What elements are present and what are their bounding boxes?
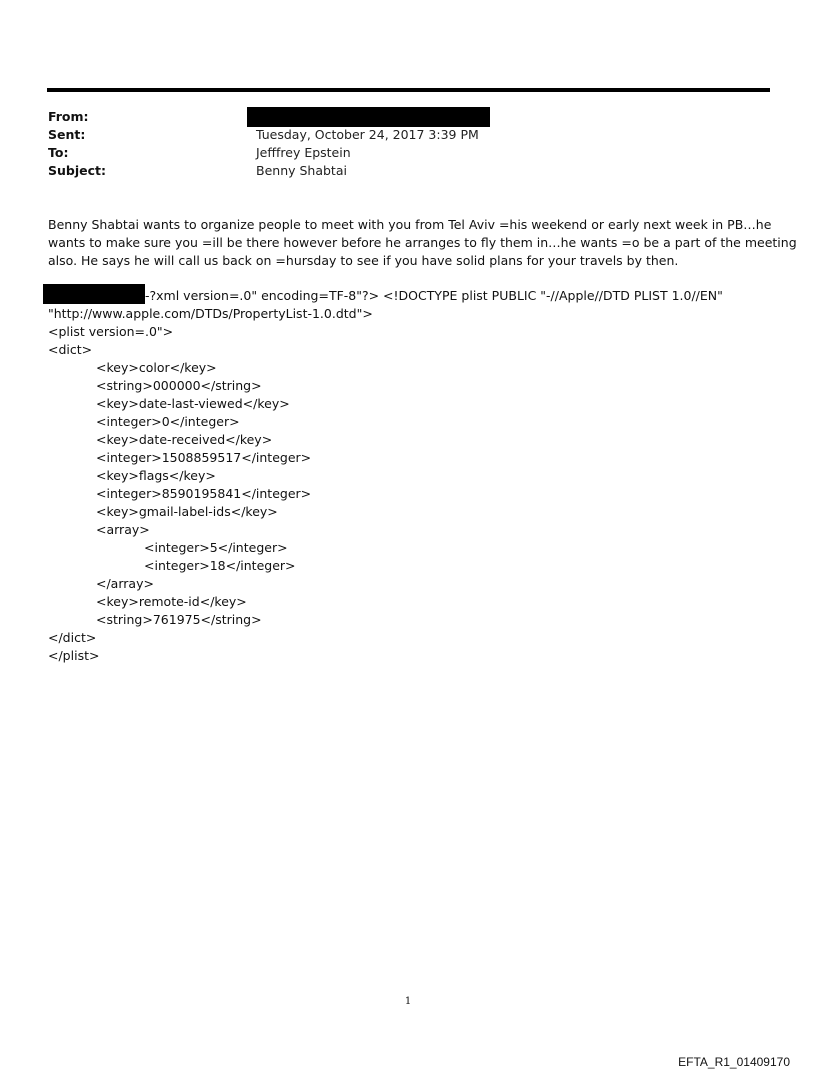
subject-value: Benny Shabtai bbox=[256, 163, 347, 178]
plist-block bbox=[48, 287, 788, 665]
plist-line: <key>date-received</key> bbox=[96, 432, 273, 447]
from-redaction bbox=[247, 107, 490, 127]
plist-line: <key>flags</key> bbox=[96, 468, 216, 483]
sent-label: Sent: bbox=[48, 127, 86, 142]
plist-line: <integer>1508859517</integer> bbox=[96, 450, 312, 465]
body-line: wants to make sure you =ill be there however before he arranges to fly them in…he wants =o be a part of the meeting bbox=[48, 235, 797, 250]
plist-line: <key>gmail-label-ids</key> bbox=[96, 504, 278, 519]
plist-line: <key>date-last-viewed</key> bbox=[96, 396, 290, 411]
email-body bbox=[48, 216, 797, 270]
header-rule bbox=[47, 88, 770, 92]
document-id: EFTA_R1_01409170 bbox=[678, 1055, 790, 1069]
plist-line: <string>000000</string> bbox=[96, 378, 262, 393]
from-label: From: bbox=[48, 109, 89, 124]
body-line: Benny Shabtai wants to organize people to meet with you from Tel Aviv =his weekend or early next week in PB…he bbox=[48, 217, 772, 232]
plist-line: <array> bbox=[96, 522, 150, 537]
plist-line: </array> bbox=[96, 576, 154, 591]
plist-line: <integer>8590195841</integer> bbox=[96, 486, 312, 501]
body-line: also. He says he will call us back on =hursday to see if you have solid plans for your travels by then. bbox=[48, 253, 679, 268]
to-label: To: bbox=[48, 145, 69, 160]
plist-line: </plist> bbox=[48, 648, 100, 663]
plist-line: <integer>5</integer> bbox=[144, 540, 288, 555]
plist-line: <integer>0</integer> bbox=[96, 414, 240, 429]
plist-line: <string>761975</string> bbox=[96, 612, 262, 627]
plist-line: <key>remote-id</key> bbox=[96, 594, 247, 609]
page-number: 1 bbox=[404, 996, 412, 1007]
sent-value: Tuesday, October 24, 2017 3:39 PM bbox=[256, 127, 479, 142]
plist-line: <key>color</key> bbox=[96, 360, 217, 375]
plist-line: <plist version=.0"> bbox=[48, 324, 174, 339]
plist-line: <dict> bbox=[48, 342, 93, 357]
plist-line: -?xml version=.0" encoding=TF-8"?> <!DOCTYPE plist PUBLIC "-//Apple//DTD PLIST 1.0//EN" bbox=[145, 288, 723, 303]
to-value: Jefffrey Epstein bbox=[256, 145, 351, 160]
plist-line: </dict> bbox=[48, 630, 97, 645]
plist-line: "http://www.apple.com/DTDs/PropertyList-1.0.dtd"> bbox=[48, 306, 373, 321]
plist-line: <integer>18</integer> bbox=[144, 558, 296, 573]
inline-redaction bbox=[43, 284, 145, 304]
subject-label: Subject: bbox=[48, 163, 106, 178]
